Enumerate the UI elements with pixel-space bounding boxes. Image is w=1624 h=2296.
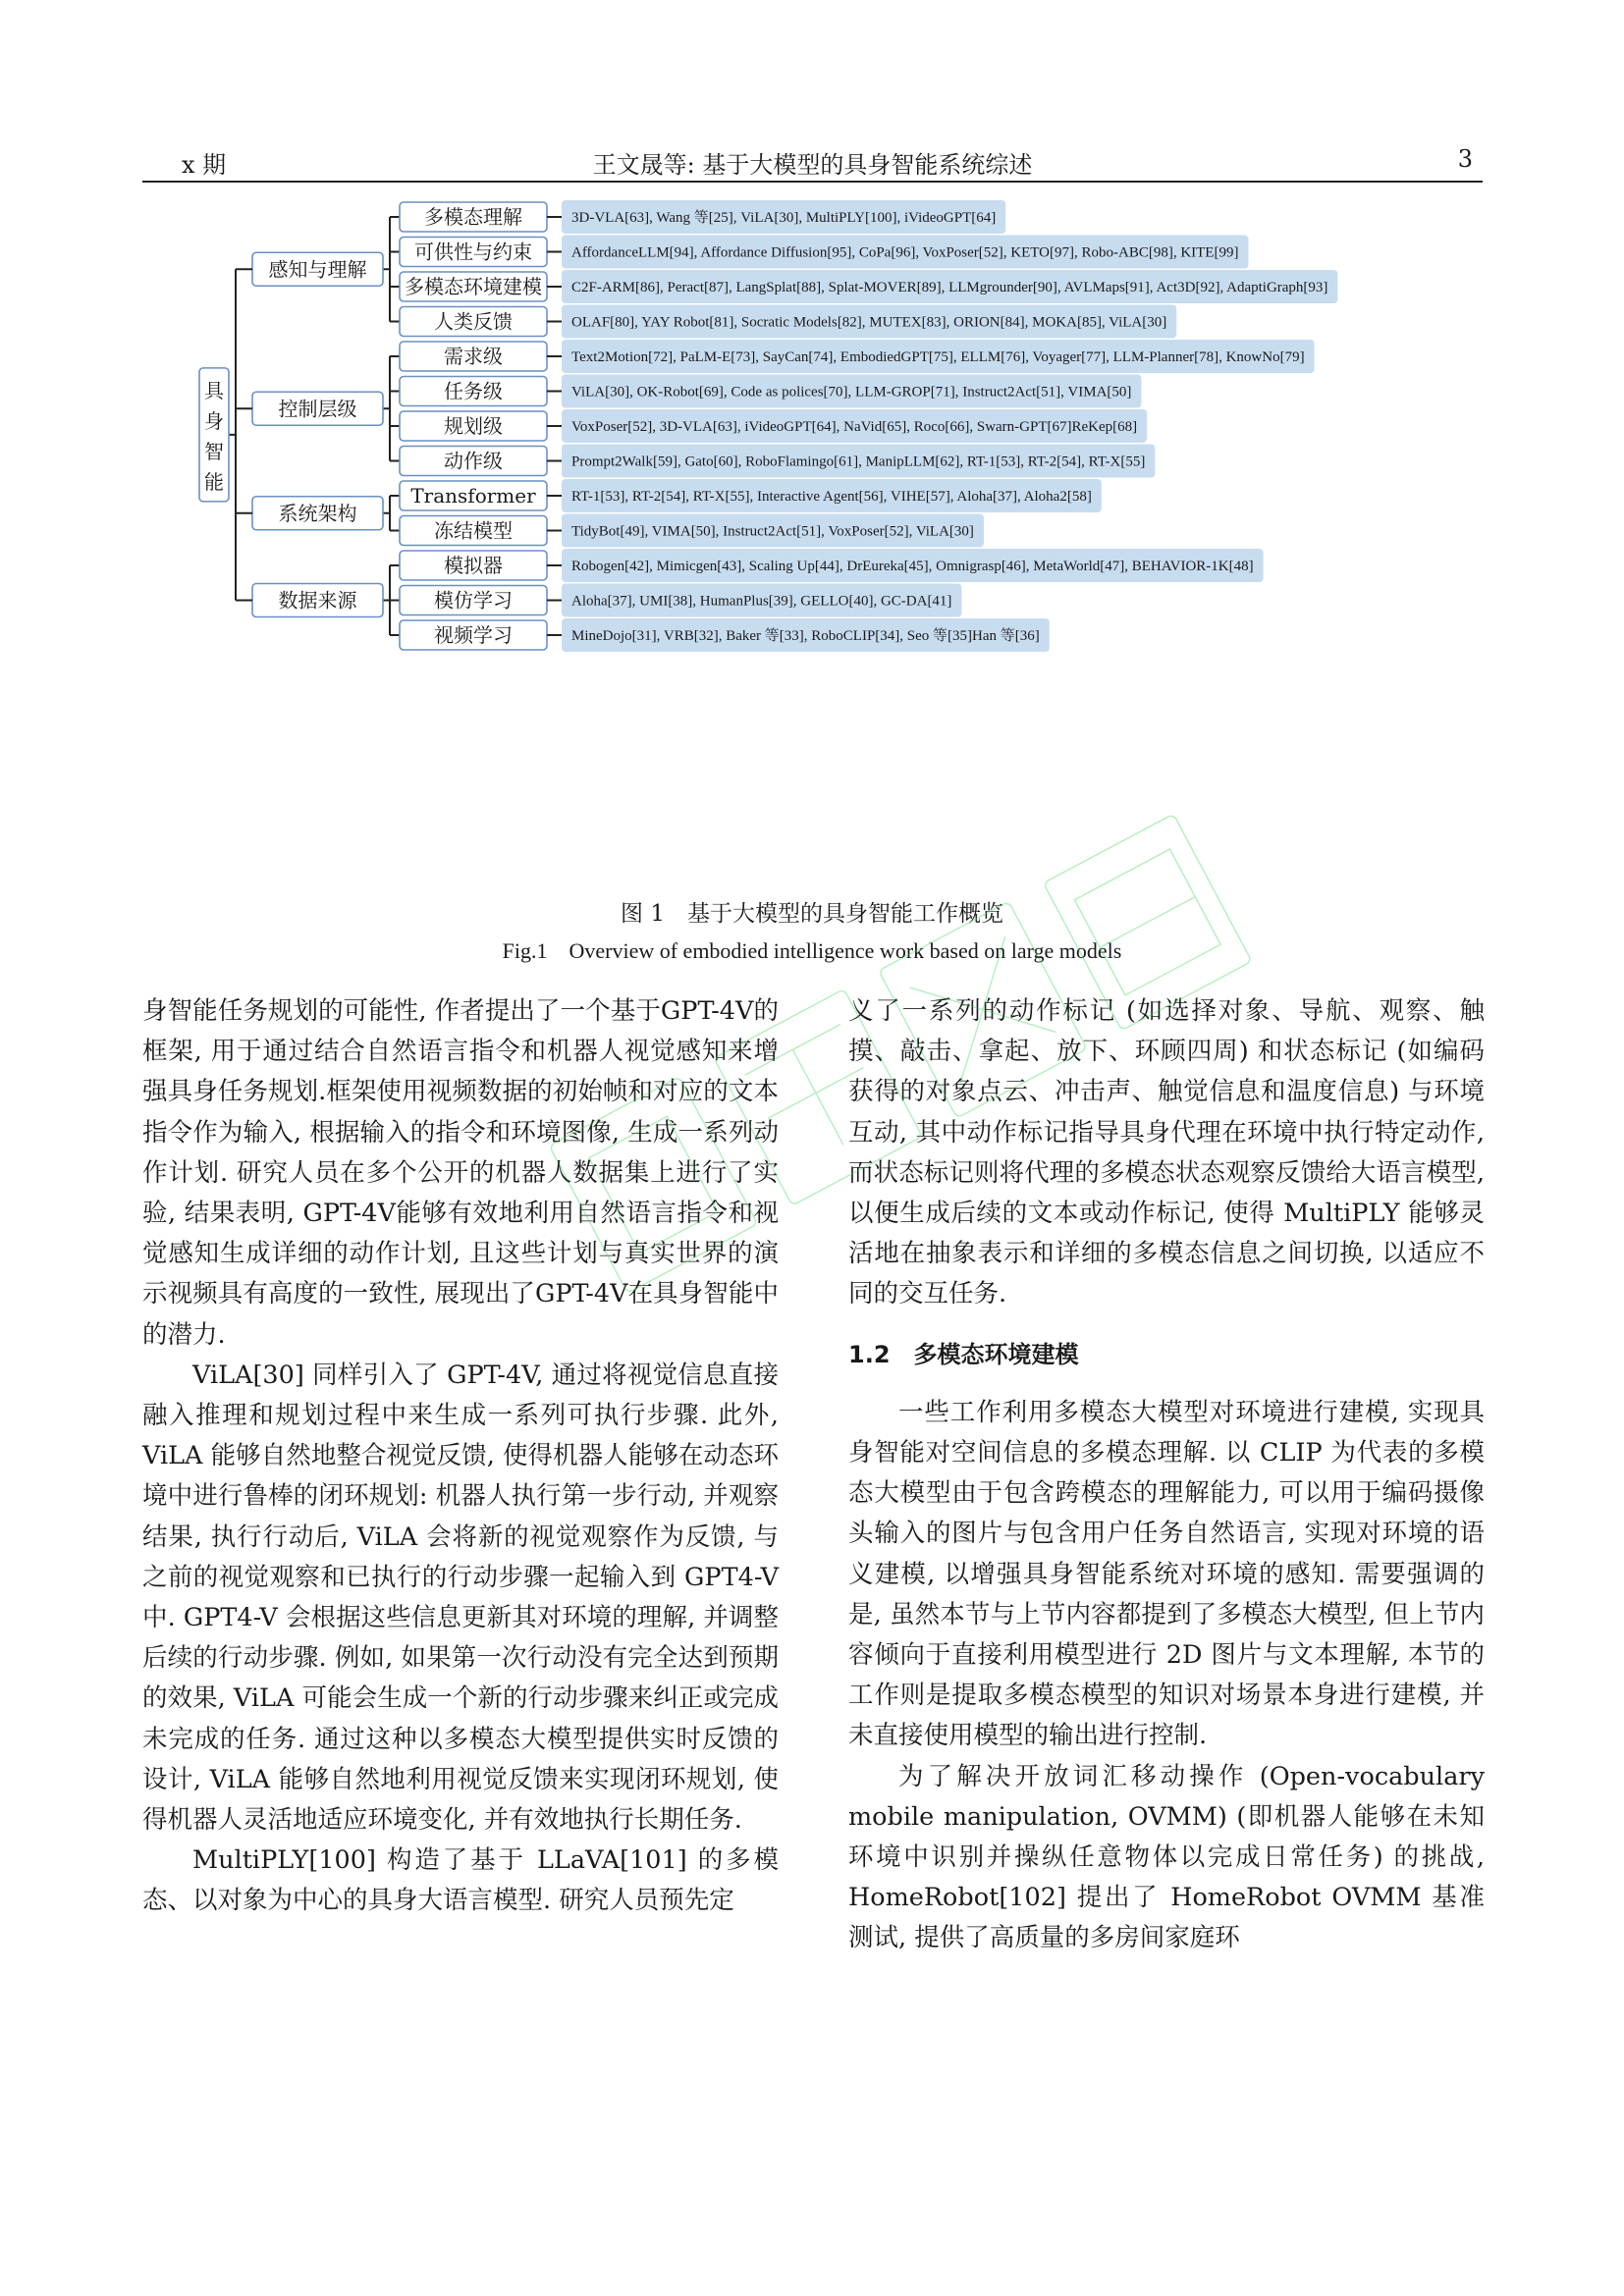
running-title: 王文晟等: 基于大模型的具身智能系统综述 xyxy=(592,151,1033,179)
paragraph: 一些工作利用多模态大模型对环境进行建模, 实现具身智能对空间信息的多模态理解. 以 CLIP 为代表的多模态大模型由于包含跨模态的理解能力, 可以用于编码摄像头输入的图片与包含用户任务自然语言, 实现对环境的语义建模, 以增强具身智能系统对环境的感知. 需要强调的是, 虽然本节与上节内容都提到了多模态大模型, 但上节内容倾向于直接利用模型进行 2D 图片与文本理解, 本节的工作则是提取多模态模型的知识对场景本身进行建模, 并未直接使用模型的输出进行控制. xyxy=(848,1397,1485,1751)
category-label: 系统架构 xyxy=(278,501,357,525)
root-label-char: 具 xyxy=(204,378,224,402)
subcategory-label: 可供性与约束 xyxy=(414,240,532,264)
reference-list-text: VoxPoser[52], 3D-VLA[63], iVideoGPT[64], NaVid[65], Roco[66], Swarn-GPT[67]ReKep[68] xyxy=(571,419,1138,435)
reference-list-text: Robogen[42], Mimicgen[43], Scaling Up[44], DrEureka[45], Omnigrasp[46], MetaWorld[47], BEHAVIOR-1K[48] xyxy=(571,559,1254,574)
left-column xyxy=(142,991,779,1922)
root-label-char: 身 xyxy=(204,408,224,433)
paragraph: 为了解决开放词汇移动操作 (Open-vocabulary mobile manipulation, OVMM) (即机器人能够在未知环境中识别并操纵任意物体以完成日常任务) 的挑战, HomeRobot[102] 提出了 HomeRobot OVMM 基准测试, 提供了高质量的多房间家庭环 xyxy=(848,1761,1485,1953)
subcategory-label: 需求级 xyxy=(444,345,503,368)
taxonomy-figure xyxy=(0,0,1624,883)
category-label: 感知与理解 xyxy=(268,257,367,282)
reference-list-text: RT-1[53], RT-2[54], RT-X[55], Interactive Agent[56], VIHE[57], Aloha[37], Aloha2[58] xyxy=(571,489,1092,505)
reference-list-text: Prompt2Walk[59], Gato[60], RoboFlamingo[61], ManipLLM[62], RT-1[53], RT-2[54], RT-X[55] xyxy=(571,454,1146,470)
subcategory-label: 视频学习 xyxy=(434,623,513,647)
reference-list-text: 3D-VLA[63], Wang 等[25], ViLA[30], MultiPLY[100], iVideoGPT[64] xyxy=(571,210,997,226)
issue-label: x 期 xyxy=(182,151,227,179)
subcategory-label: 规划级 xyxy=(444,414,503,438)
reference-list-text: MineDojo[31], VRB[32], Baker 等[33], RoboCLIP[34], Seo 等[35]Han 等[36] xyxy=(571,628,1040,644)
reference-list-text: C2F-ARM[86], Peract[87], LangSplat[88], Splat-MOVER[89], LLMgrounder[90], AVLMaps[91], Act3D[92], AdaptiGraph[93] xyxy=(571,280,1328,295)
reference-list-text: OLAF[80], YAY Robot[81], Socratic Models[82], MUTEX[83], ORION[84], MOKA[85], ViLA[30] xyxy=(571,314,1167,331)
subcategory-label: 多模态理解 xyxy=(424,205,522,229)
category-label: 控制层级 xyxy=(278,397,357,421)
subcategory-label: Transformer xyxy=(410,484,536,507)
reference-list-text: Aloha[37], UMI[38], HumanPlus[39], GELLO[40], GC-DA[41] xyxy=(571,593,952,610)
paragraph: 身智能任务规划的可能性, 作者提出了一个基于GPT-4V的框架, 用于通过结合自然语言指令和机器人视觉感知来增强具身任务规划.框架使用视频数据的初始帧和对应的文本指令作为输入, 根据输入的指令和环境图像, 生成一系列动作计划. 研究人员在多个公开的机器人数据集上进行了实验, 结果表明, GPT-4V能够有效地利用自然语言指令和视觉感知生成详细的动作计划, 且这些计划与真实世界的演示视频具有高度的一致性, 展现出了GPT-4V在具身智能中的潜力. xyxy=(142,996,779,1350)
subcategory-label: 动作级 xyxy=(444,449,503,473)
subcategory-label: 模仿学习 xyxy=(434,588,513,613)
paragraph: ViLA[30] 同样引入了 GPT-4V, 通过将视觉信息直接融入推理和规划过程中来生成一系列可执行步骤. 此外, ViLA 能够自然地整合视觉反馈, 使得机器人能够在动态环境中进行鲁棒的闭环规划: 机器人执行第一步行动, 并观察结果, 执行行动后, ViLA 会将新的视觉观察作为反馈, 与之前的视觉观察和已执行的行动步骤一起输入到 GPT4-V 中. GPT4-V 会根据这些信息更新其对环境的理解, 并调整后续的行动步骤. 例如, 如果第一次行动没有完全达到预期的效果, ViLA 可能会生成一个新的行动步骤来纠正或完成未完成的任务. 通过这种以多模态大模型提供实时反馈的设计, ViLA 能够自然地利用视觉反馈来实现闭环规划, 使得机器人灵活地适应环境变化, 并有效地执行长期任务. xyxy=(142,1360,779,1836)
paragraph: 义了一系列的动作标记 (如选择对象、导航、观察、触摸、敲击、拿起、放下、环顾四周) 和状态标记 (如编码获得的对象点云、冲击声、触觉信息和温度信息) 与环境互动, 其中动作标记指导具身代理在环境中执行特定动作, 而状态标记则将代理的多模态状态观察反馈给大语言模型, 以便生成后续的文本或动作标记, 使得 MultiPLY 能够灵活地在抽象表示和详细的多模态信息之间切换, 以适应不同的交互任务. xyxy=(848,996,1485,1309)
page-number: 3 xyxy=(1457,145,1473,173)
subcategory-label: 人类反馈 xyxy=(434,309,513,334)
reference-list-text: ViLA[30], OK-Robot[69], Code as polices[70], LLM-GROP[71], Instruct2Act[51], VIMA[50] xyxy=(571,384,1132,400)
reference-list-text: TidyBot[49], VIMA[50], Instruct2Act[51], VoxPoser[52], ViLA[30] xyxy=(571,523,974,540)
reference-list-text: Text2Motion[72], PaLM-E[73], SayCan[74], EmbodiedGPT[75], ELLM[76], Voyager[77], LLM-Planner[78], KnowNo[79] xyxy=(571,349,1305,365)
section-heading: 1.2 多模态环境建模 xyxy=(848,1340,1079,1368)
paragraph: MultiPLY[100] 构造了基于 LLaVA[101] 的多模态、以对象为中心的具身大语言模型. 研究人员预先定 xyxy=(142,1845,779,1916)
root-label-char: 能 xyxy=(204,469,224,494)
subcategory-label: 模拟器 xyxy=(444,554,503,577)
reference-list-text: AffordanceLLM[94], Affordance Diffusion[95], CoPa[96], VoxPoser[52], KETO[97], Robo-ABC[98], KITE[99] xyxy=(571,244,1239,261)
subcategory-label: 多模态环境建模 xyxy=(405,275,542,298)
figure-caption-en: Fig.1 Overview of embodied intelligence work based on large models xyxy=(502,938,1122,963)
figure-caption-cn: 图 1 基于大模型的具身智能工作概览 xyxy=(621,901,1003,927)
right-column xyxy=(848,991,1485,1959)
subcategory-label: 冻结模型 xyxy=(434,518,513,543)
subcategory-label: 任务级 xyxy=(444,379,503,403)
category-label: 数据来源 xyxy=(278,588,357,613)
root-label-char: 智 xyxy=(204,439,224,463)
